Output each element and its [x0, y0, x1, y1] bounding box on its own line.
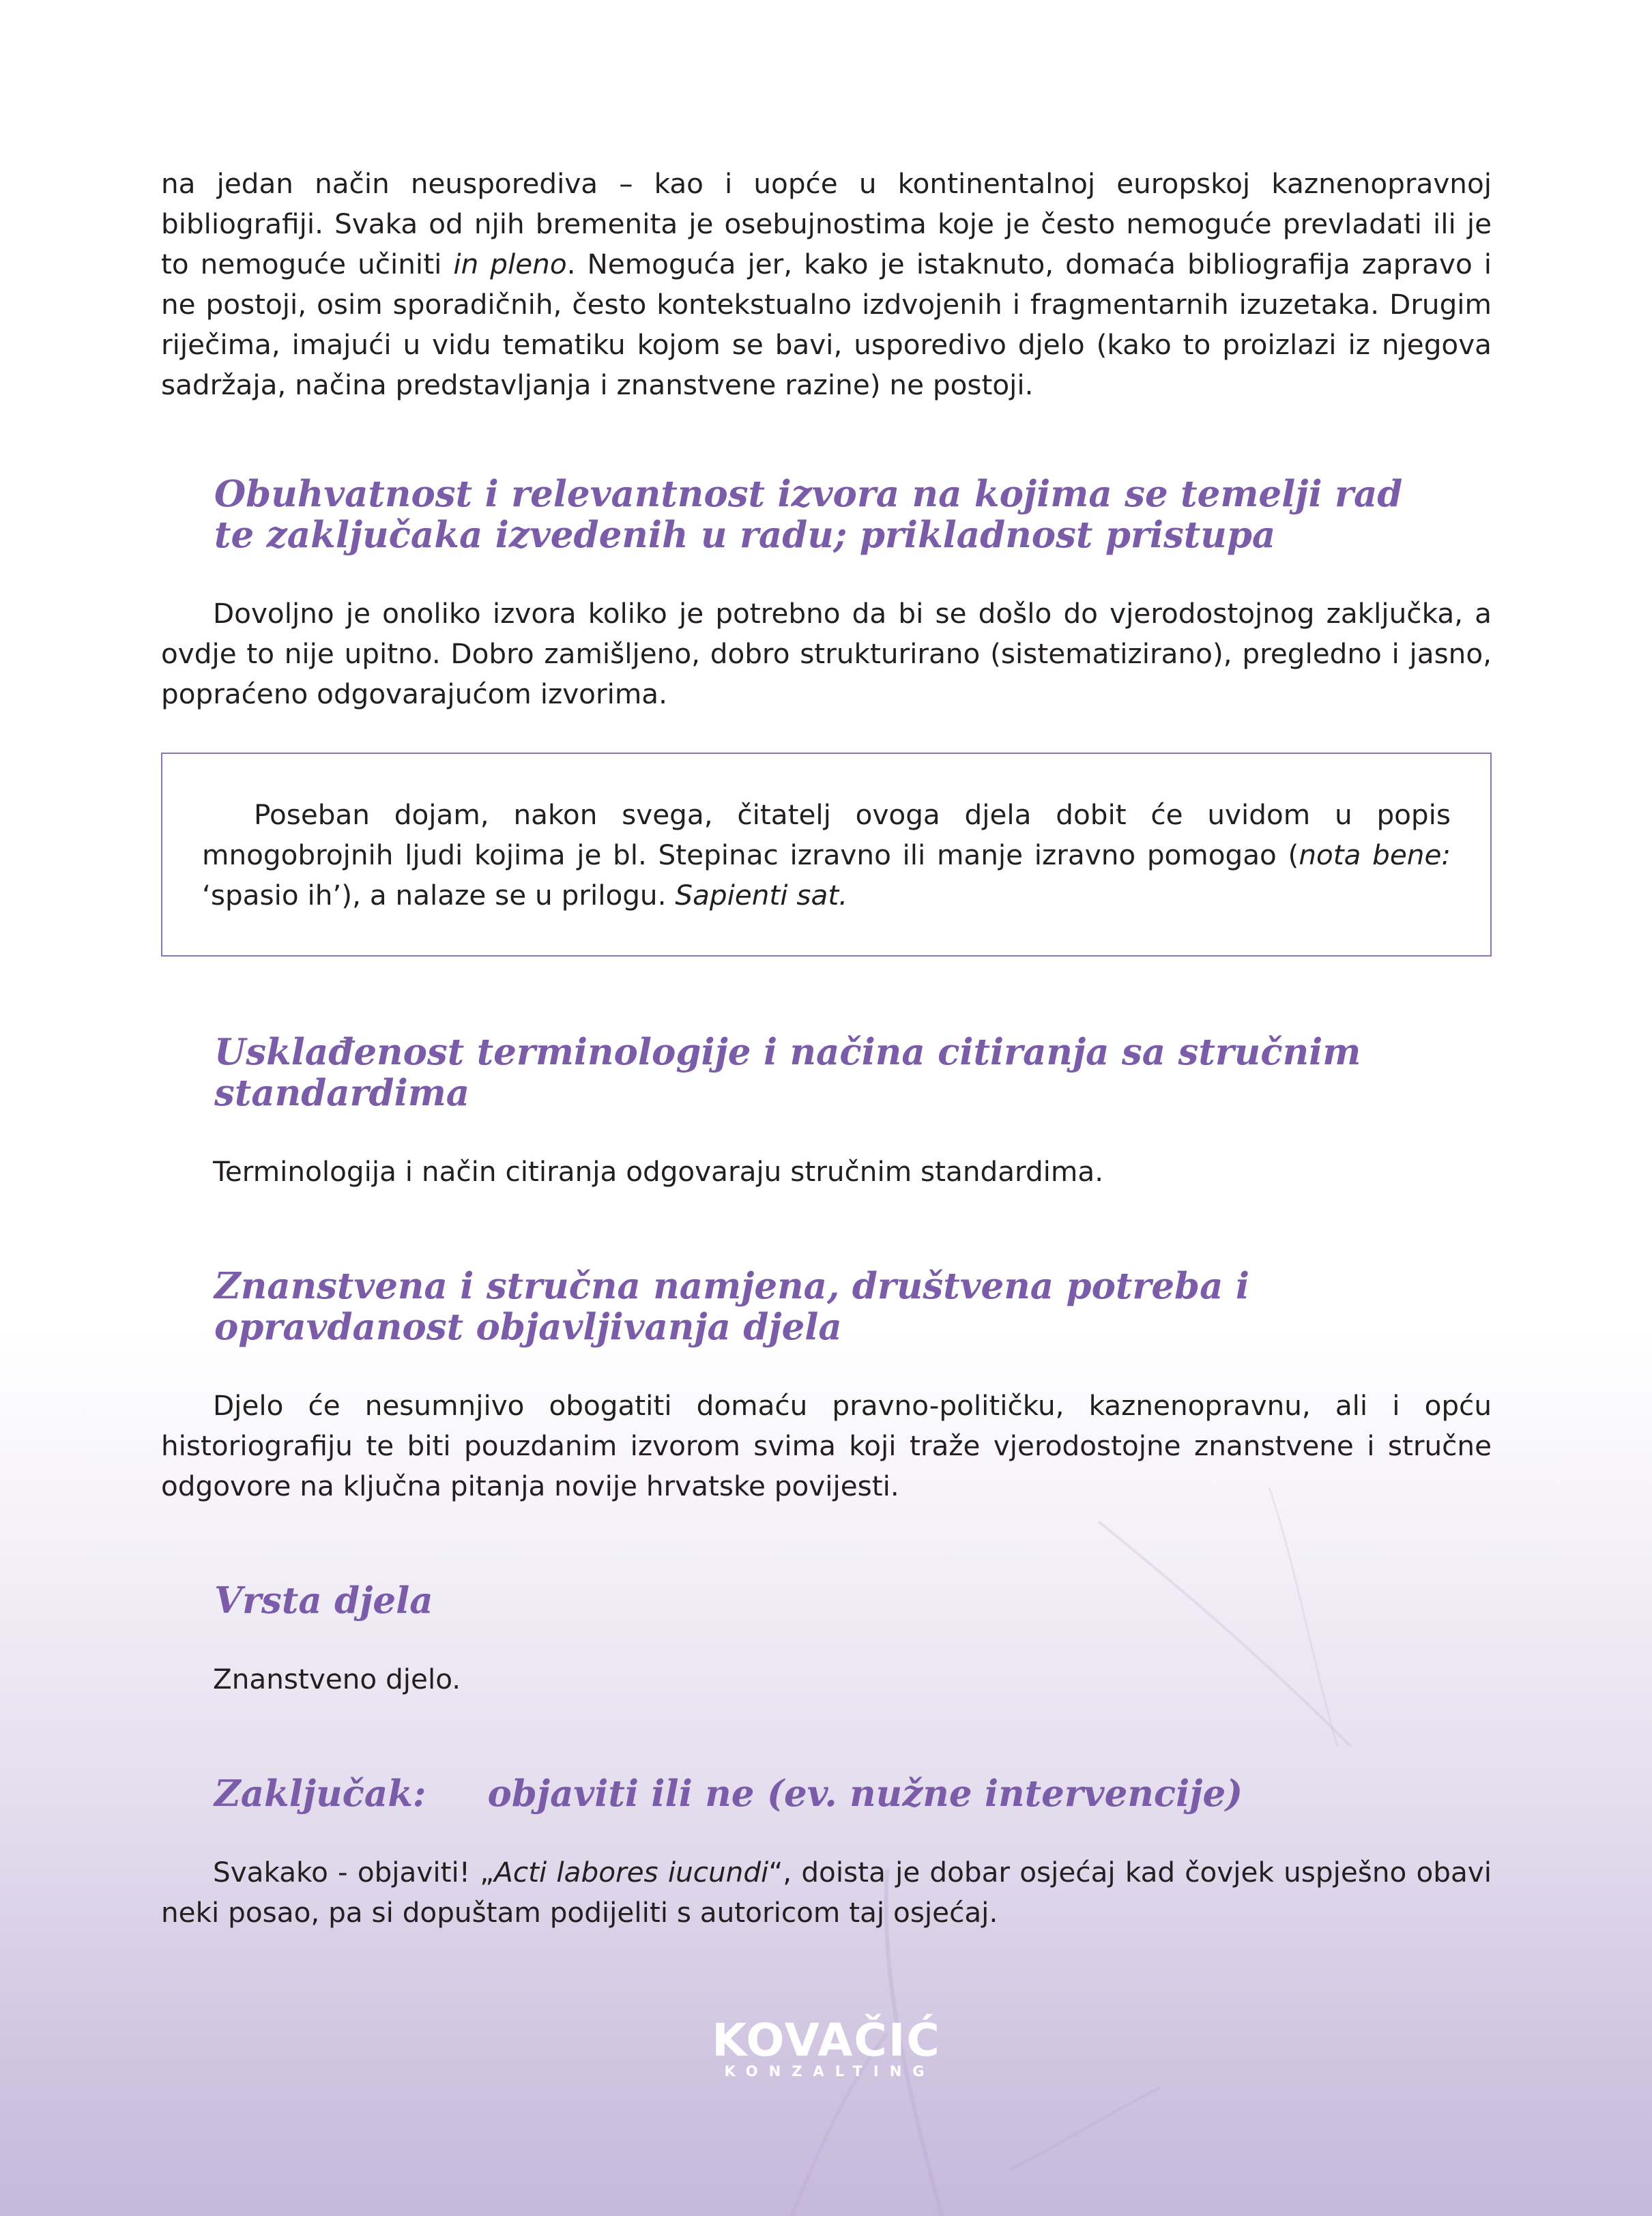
box-text-2: ‘spasio ih’), a nalaze se u prilogu. [202, 879, 676, 912]
conclusion-text-2: “, doista je dobar osjećaj kad čovjek uspješno obavi neki posao, pa si dopuštam podijeliti s autoricom taj osjećaj. [161, 1856, 1492, 1929]
page-content [161, 164, 1492, 1933]
intro-paragraph [161, 164, 1492, 405]
heading-purpose-line2: opravdanost objavljivanja djela [214, 1306, 842, 1348]
conclusion-text-1: Svakako - objaviti! „ [213, 1856, 495, 1889]
purpose-paragraph: Djelo će nesumnjivo obogatiti domaću pravno-političku, kaznenopravnu, ali i opću historiografiju te biti pouzdanim izvorom svima koji traže vjerodostojne znanstvene i stručne odgovore na ključna pitanja novije hrvatske povijesti. [161, 1389, 1492, 1502]
box-emphasis-2: Sapienti sat. [675, 879, 848, 912]
type-paragraph: Znanstveno djelo. [213, 1663, 461, 1695]
heading-sources-line2: te zaključaka izvedenih u radu; prikladnost pristupa [214, 514, 1276, 556]
highlight-paragraph [202, 795, 1451, 916]
intro-emphasis: in pleno [453, 248, 567, 280]
conclusion-title-rest: objaviti ili ne (ev. nužne intervencije) [487, 1773, 1243, 1815]
terminology-paragraph: Terminologija i način citiranja odgovaraju stručnim standardima. [213, 1155, 1104, 1188]
highlight-box [161, 753, 1492, 957]
heading-sources-line1: Obuhvatnost i relevantnost izvora na kojima se temelji rad [214, 473, 1403, 515]
heading-terminology: Usklađenost terminologije i načina citiranja sa stručnim standardima [214, 1031, 1361, 1114]
box-emphasis-1: nota bene: [1299, 839, 1451, 871]
heading-purpose-line1: Znanstvena i stručna namjena, društvena potreba i [214, 1265, 1250, 1307]
logo-name: KOVAČIĆ [712, 2014, 941, 2067]
intro-text-1: na jedan način neusporediva – kao i uopće u kontinentalnoj europskoj kaznenopravnoj bibliografiji. Svaka od njih bremenita je osebujnostima koje je često nemoguće prevladati ili je to nemoguće učiniti [161, 167, 1492, 280]
intro-text-2: . Nemoguća jer, kako je istaknuto, domaća bibliografija zapravo i ne postoji, osim sporadičnih, često kontekstualno izdvojenih i fragmentarnih izuzetaka. Drugim riječima, imajući u vidu tematiku kojom se bavi, usporedivo djelo (kako to proizlazi iz njegova sadržaja, načina predstavljanja i znanstvene razine) ne postoji. [161, 248, 1492, 401]
conclusion-emphasis: Acti labores iucundi [494, 1856, 769, 1889]
heading-sources [214, 473, 1492, 555]
heading-purpose [214, 1266, 1492, 1347]
logo-tagline: KONZALTING [724, 2063, 936, 2080]
heading-conclusion [214, 1773, 1492, 1814]
sources-paragraph: Dovoljno je onoliko izvora koliko je potrebno da bi se došlo do vjerodostojnog zaključka, a ovdje to nije upitno. Dobro zamišljeno, dobro strukturirano (sistematizirano), pregledno i jasno, popraćeno odgovarajućom izvorima. [161, 597, 1492, 710]
kovacic-logo [703, 2014, 950, 2080]
heading-type: Vrsta djela [214, 1579, 433, 1622]
conclusion-label: Zaključak: [214, 1773, 426, 1815]
box-text-1: Poseban dojam, nakon svega, čitatelj ovoga djela dobit će uvidom u popis mnogobrojnih ljudi kojima je bl. Stepinac izravno ili manje izravno pomogao ( [202, 798, 1451, 871]
conclusion-paragraph [161, 1852, 1492, 1933]
